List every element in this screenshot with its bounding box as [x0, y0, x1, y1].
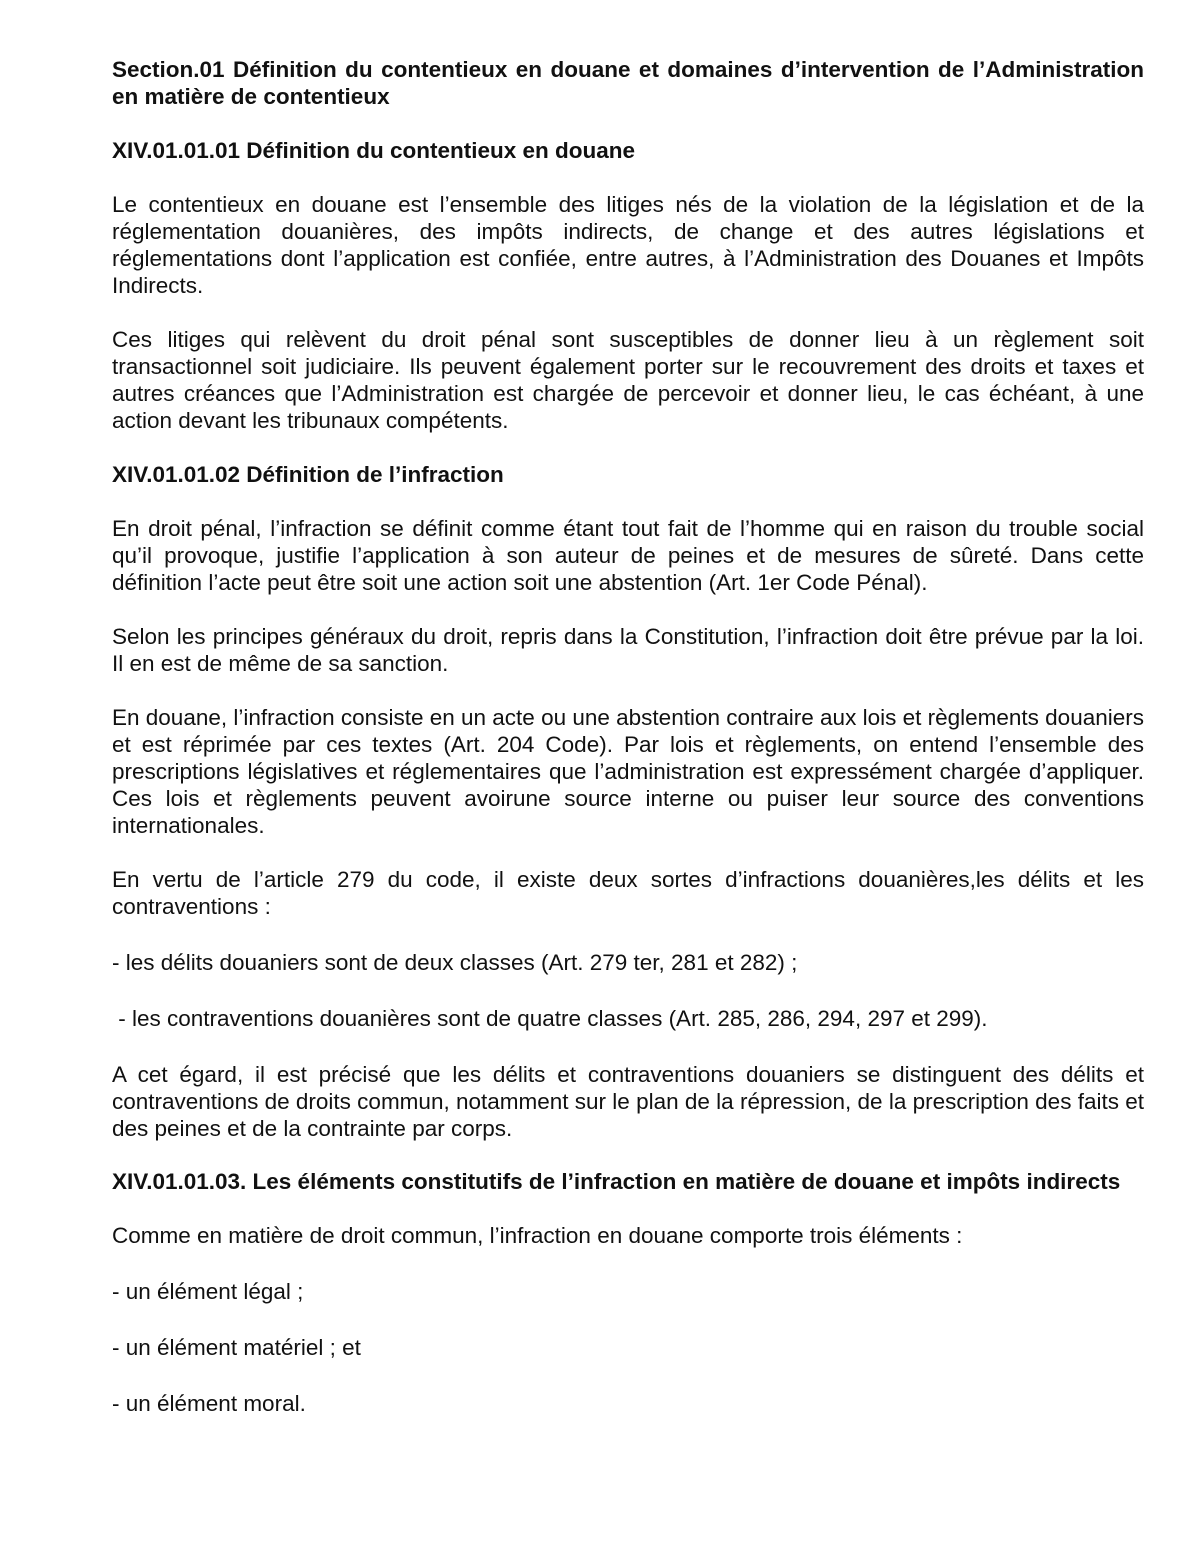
paragraph: Ces litiges qui relèvent du droit pénal sont susceptibles de donner lieu à un règlement soit transactionnel soit judiciaire. Ils peuvent également porter sur le recouvrement des droits et taxes et autres créances que l’Administration est chargée de percevoir et donner lieu, le cas échéant, à une action devant les tribunaux compétents.	[112, 327, 1144, 433]
paragraph: Le contentieux en douane est l’ensemble des litiges nés de la violation de la législation et de la réglementation douanières, des impôts indirects, de change et des autres législations et réglementations dont l’application est confiée, entre autres, à l’Administration des Douanes et Impôts Indirects.	[112, 192, 1144, 298]
list-item: - les contraventions douanières sont de quatre classes (Art. 285, 286, 294, 297 et 299).	[112, 1006, 988, 1031]
document-page	[112, 56, 1144, 1417]
heading-definition-contentieux: XIV.01.01.01 Définition du contentieux en douane	[112, 138, 636, 163]
paragraph: En douane, l’infraction consiste en un acte ou une abstention contraire aux lois et règlements douaniers et est réprimée par ces textes (Art. 204 Code). Par lois et règlements, on entend l’ensemble des prescriptions législatives et réglementaires que l’administration est expressément chargée d’appliquer. Ces lois et règlements peuvent avoirune source interne ou puiser leur source des conventions internationales.	[112, 705, 1144, 838]
list-item: - les délits douaniers sont de deux classes (Art. 279 ter, 281 et 282) ;	[112, 950, 798, 975]
paragraph: En droit pénal, l’infraction se définit comme étant tout fait de l’homme qui en raison du trouble social qu’il provoque, justifie l’application à son auteur de peines et de mesures de sûreté. Dans cette définition l’acte peut être soit une action soit une abstention (Art. 1er Code Pénal).	[112, 516, 1144, 595]
paragraph: Comme en matière de droit commun, l’infraction en douane comporte trois éléments :	[112, 1223, 963, 1248]
list-item: - un élément légal ;	[112, 1279, 304, 1304]
heading-definition-infraction: XIV.01.01.02 Définition de l’infraction	[112, 462, 504, 487]
paragraph: A cet égard, il est précisé que les délits et contraventions douaniers se distinguent des délits et contraventions de droits commun, notamment sur le plan de la répression, de la prescription des faits et des peines et de la contrainte par corps.	[112, 1062, 1144, 1141]
list-item: - un élément matériel ; et	[112, 1335, 361, 1360]
heading-elements-constitutifs: XIV.01.01.03. Les éléments constitutifs de l’infraction en matière de douane et impôts indirects	[112, 1169, 1121, 1194]
paragraph: En vertu de l’article 279 du code, il existe deux sortes d’infractions douanières,les délits et les contraventions :	[112, 867, 1144, 919]
section-title: Section.01 Définition du contentieux en douane et domaines d’intervention de l’Administration en matière de contentieux	[112, 57, 1144, 109]
list-item: - un élément moral.	[112, 1391, 306, 1416]
paragraph: Selon les principes généraux du droit, repris dans la Constitution, l’infraction doit être prévue par la loi. Il en est de même de sa sanction.	[112, 624, 1144, 676]
